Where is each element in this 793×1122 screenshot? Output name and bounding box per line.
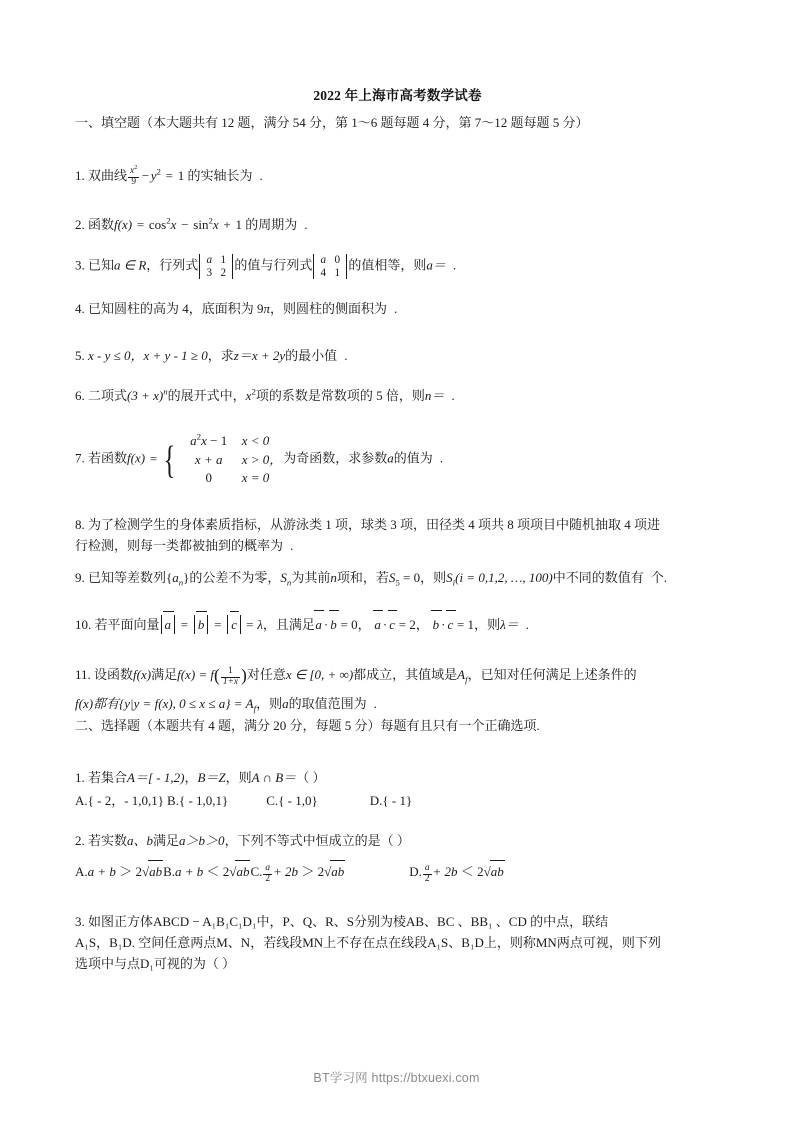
question-mc-3 bbox=[75, 911, 720, 974]
question-mc-1: 1. 若集合A＝[ - 1,2)，B＝Z，则A ∩ B＝（ ） bbox=[75, 770, 326, 785]
multiple-choice-section-heading: 二、选择题（本题共有 4 题，满分 20 分，每题 5 分）每题有且只有一个正确选项. bbox=[75, 717, 540, 733]
question-fill-6: 6. 二项式$(3 + x)^n$的展开式中，$x^2$项的系数是常数项的 5 倍，则n＝ . bbox=[75, 387, 455, 404]
question-number: 6. bbox=[75, 388, 85, 404]
question-number: 11. bbox=[75, 666, 91, 682]
question-text-line1: 为了检测学生的身体素质指标，从游泳类 1 项，球类 3 项，田径类 4 项共 8 项项目中随机抽取 4 项进 bbox=[88, 516, 661, 532]
question-mc-2: 2. 若实数a、b满足a＞b＞0，下列不等式中恒成立的是（ ） bbox=[75, 833, 410, 849]
question-number: 9. bbox=[75, 569, 85, 585]
question-number: 1. bbox=[75, 770, 85, 785]
question-number: 3. bbox=[75, 257, 85, 273]
question-fill-9: 9. 已知等差数列$\{a_n\}$的公差不为零，$S_n$为其前n项和，若$S_5 = 0$，则$S_i(i = 0,1,2$, …, 100)中不同的数值有 个. bbox=[75, 569, 667, 588]
piecewise-cond-2: x > 0， bbox=[241, 451, 283, 467]
document-body bbox=[75, 84, 720, 974]
question-text: 双曲线 bbox=[88, 167, 128, 183]
question-number: 2. bbox=[75, 217, 85, 233]
question-fill-4: 4. 已知圆柱的高为 4，底面积为 9π，则圆柱的侧面积为 . bbox=[75, 301, 398, 317]
fraction-1-over-1-plus-x: $\frac{1}{1+x}$ bbox=[222, 665, 239, 687]
question-fill-11-line2: f(x)都有{y|y = f(x), $0 \le x \le a\} = A_f$，则a的取值范围为 . bbox=[75, 696, 377, 715]
mc-3-line2: A₁S，B₁D. 空间任意两点M、N，若线段MN上不存在点在线段A₁S、B₁D上，则称MN两点可视，则下列 bbox=[75, 934, 661, 950]
question-fill-10: 10. 若平面向量 a = b = c = λ，且满足a · b = 0， a · c = 2， b · c = 1，则λ＝ . bbox=[75, 614, 720, 635]
magnitude-a: a bbox=[161, 615, 176, 635]
fraction-x2-over-9: $\frac{x^2}{9}$ bbox=[130, 164, 138, 188]
question-number: 7. bbox=[75, 451, 85, 467]
mc-1-option-d[interactable]: D.{ - 1} bbox=[369, 793, 413, 809]
question-fill-7: 7. 若函数f(x) = { $a^2x - 1$ x < 0 x + a x > 0， 0 x = 0 为奇函数，求参数a的值为 . bbox=[75, 432, 720, 487]
piecewise-expr-3: 0 bbox=[205, 470, 212, 486]
piecewise-cond-1: x < 0 bbox=[241, 433, 270, 449]
mc-1-options bbox=[75, 790, 720, 811]
mc-2-option-a[interactable]: A.a + b ＞ 2√ab bbox=[75, 860, 163, 882]
mc-2-option-c[interactable]: C. $\frac{a}{2}$ + 2b ＞ 2√ab bbox=[250, 860, 345, 885]
magnitude-c: c bbox=[227, 615, 241, 635]
mc-1-option-a[interactable]: A.{ - 2，- 1,0,1} bbox=[75, 793, 165, 809]
question-fill-3: 3. 已知a ∈ R，行列式 a 1 3 2 的值与行列式 a 0 4 1 的值相等，则a＝ . bbox=[75, 254, 457, 279]
question-number: 3. bbox=[75, 913, 85, 929]
mc-3-line1: 如图正方体ABCD − A₁B₁C₁D₁中，P、Q、R、S分别为棱AB、BC 、BB₁ 、CD 的中点，联结 bbox=[88, 913, 609, 929]
piecewise-function: { $a^2x - 1$ x < 0 x + a x > 0， 0 x = 0 bbox=[160, 432, 283, 487]
question-fill-11: 11. 设函数f(x)满足f(x) = f( $\frac{1}{1+x}$ )对任意x ∈ [0, + ∞)都成立，其值域是$A_f$，已知对任何满足上述条件的 f(x)都有{y|y = f(x), $0 \le x \le a\} = A_f$，则a的取值范围为 . bbox=[75, 661, 720, 714]
question-number: 5. bbox=[75, 348, 85, 364]
question-text-line2: 行检测，则每一类都被抽到的概率为 . bbox=[75, 537, 294, 553]
mc-1-option-c[interactable]: C.{ - 1,0} bbox=[266, 793, 318, 809]
site-watermark: BT学习网 https://btxuexi.com bbox=[313, 1071, 480, 1085]
fill-in-blank-section-heading: 一、填空题（本大题共有 12 题，满分 54 分，第 1～6 题每题 4 分，第 7～12 题每题 5 分） bbox=[75, 115, 589, 130]
magnitude-b: b bbox=[194, 615, 209, 635]
question-fill-5: 5. x - y ≤ 0，x + y - 1 ≥ 0，求z＝x + 2y的最小值 . bbox=[75, 348, 348, 364]
question-number: 1. bbox=[75, 167, 85, 183]
question-number: 2. bbox=[75, 833, 85, 849]
piecewise-cond-3: x = 0 bbox=[241, 470, 270, 486]
mc-3-line3: 选项中与点D₁可视的为（ ） bbox=[75, 956, 236, 971]
piecewise-expr-1: $a^2x - 1$ bbox=[190, 432, 228, 449]
question-number: 4. bbox=[75, 301, 85, 317]
mc-2-option-d[interactable]: D. $\frac{a}{2}$ + 2b ＜ 2√ab bbox=[409, 860, 505, 885]
question-number: 8. bbox=[75, 516, 85, 532]
question-fill-1: 1. 双曲线 $\frac{x^2}{9}$ − $y^2 = 1$ 的实轴长为 . bbox=[75, 164, 263, 188]
question-fill-2: 2. 函数$f(x) = \cos^2x - \sin^2x + 1$ 的周期为 . bbox=[75, 215, 308, 233]
question-number: 10. bbox=[75, 616, 92, 632]
mc-2-option-b[interactable]: B.a + b ＜ 2√ab bbox=[163, 860, 250, 882]
question-fill-8 bbox=[75, 514, 720, 556]
mc-1-option-b[interactable]: B.{ - 1,0,1} bbox=[167, 793, 229, 809]
determinant-1: a 1 3 2 bbox=[199, 254, 233, 279]
mc-2-options bbox=[75, 860, 720, 885]
piecewise-expr-2: x + a bbox=[194, 451, 223, 467]
determinant-2: a 0 4 1 bbox=[313, 254, 347, 279]
page-title: 2022 年上海市高考数学试卷 bbox=[313, 88, 482, 103]
